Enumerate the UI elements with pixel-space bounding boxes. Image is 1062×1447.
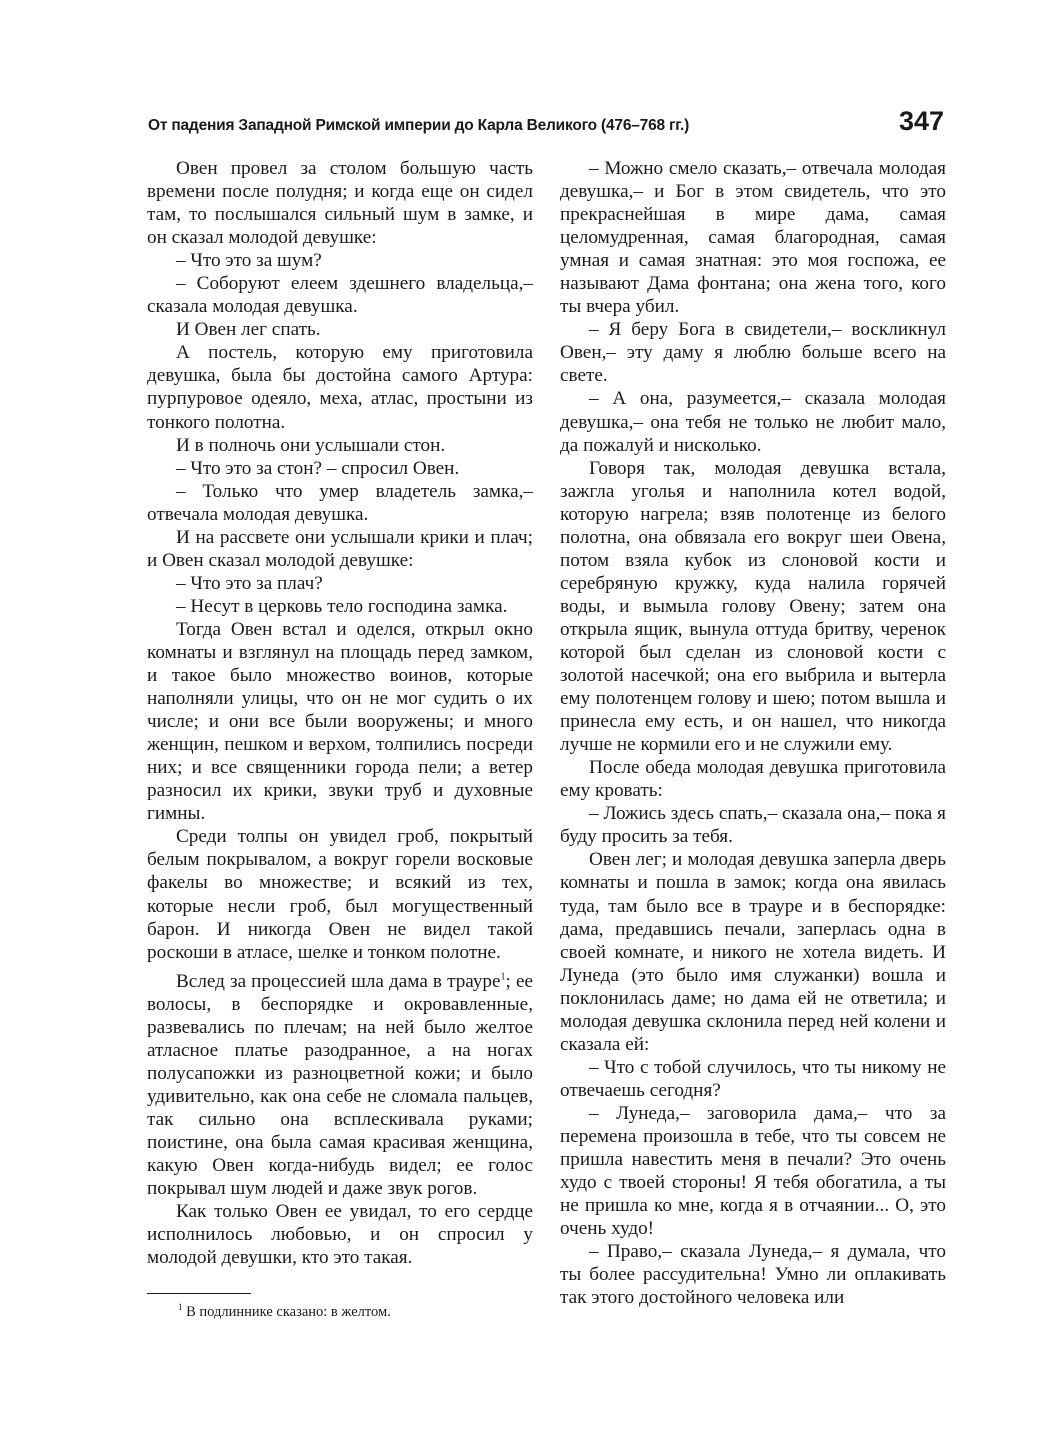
paragraph: И на рассвете они услышали крики и плач; и Овен сказал молодой девушке: bbox=[147, 526, 533, 571]
page-number: 347 bbox=[898, 106, 944, 136]
text-column-right bbox=[560, 157, 946, 1309]
paragraph: После обеда молодая девушка приготовила ему кровать: bbox=[560, 757, 946, 802]
paragraph: – Можно смело сказать,– отвечала молодая девушка,– и Бог в этом свидетель, что это прекраснейшая в мире дама, самая целомудренная, самая благородная, самая умная и самая знатная: это моя госпожа, ее называют Дама фонтана; она жена того, кого ты вчера убил. bbox=[560, 158, 946, 318]
text-column-left bbox=[147, 157, 533, 1269]
paragraph: – Что это за стон? – спросил Овен. bbox=[176, 457, 460, 479]
paragraph: Как только Овен ее увидал, то его сердце исполнилось любовью, и он спросил у молодой девушки, кто это такая. bbox=[147, 1201, 533, 1269]
paragraph-text: ; ее волосы, в беспорядке и окровавленные, развевались по плечам; на ней было желтое атласное платье разодранное, а на ногах полусапожки из разноцветной кожи; и было удивительно, как она себе не сломала пальцев, так сильно она всплескивала руками; поистине, она была самая красивая женщина, какую Овен когда-нибудь видел; ее голос покрывал шум людей и даже звук рогов. bbox=[147, 970, 533, 1200]
paragraph: – Я беру Бога в свидетели,– воскликнул Овен,– эту даму я люблю больше всего на свете. bbox=[560, 319, 946, 387]
footnote-marker: 1 bbox=[178, 1302, 183, 1313]
footnote-text: В подлиннике сказано: в желтом. bbox=[182, 1304, 391, 1320]
paragraph: – Ложись здесь спать,– сказала она,– пока я буду просить за тебя. bbox=[560, 803, 946, 848]
paragraph: Среди толпы он увидел гроб, покрытый белым покрывалом, а вокруг горели восковые факелы во множестве; и всякий из тех, которые несли гроб, был могущественный барон. И никогда Овен не видел такой роскоши в атласе, шелке и тонком полотне. bbox=[147, 826, 533, 963]
footnote-reference: 1 bbox=[500, 971, 506, 983]
paragraph: Овен провел за столом большую часть времени после полудня; и когда еще он сидел там, то послышался сильный шум в замке, и он сказал молодой девушке: bbox=[147, 158, 533, 249]
paragraph: Тогда Овен встал и оделся, открыл окно комнаты и взглянул на площадь перед замком, и такое было множество воинов, которые наполняли улицы, что он не мог судить о их числе; и они все были вооружены; и много женщин, пешком и верхом, толпились посреди них; и все священники города пели; а ветер разносил их крики, звуки труб и духовные гимны. bbox=[147, 618, 533, 825]
paragraph: – А она, разумеется,– сказала молодая девушка,– она тебя не только не любит мало, да пожалуй и нисколько. bbox=[560, 388, 946, 456]
paragraph-with-footnote bbox=[147, 970, 533, 1200]
paragraph-text: Вслед за процессией шла дама в трауре bbox=[176, 970, 501, 992]
paragraph: – Несут в церковь тело господина замка. bbox=[176, 595, 508, 617]
paragraph: Овен лег; и молодая девушка заперла дверь комнаты и пошла в замок; когда она явилась туда, там было все в трауре и в беспорядке: дама, предавшись печали, заперлась одна в своей комнате, и никого не хотела видеть. И Лунеда (это было имя служанки) вошла и поклонилась даме; но дама ей не ответила; и молодая девушка склонила перед ней колени и сказала ей: bbox=[560, 849, 946, 1055]
paragraph: – Право,– сказала Лунеда,– я думала, что ты более рассудительна! Умно ли оплакивать так этого достойного человека или bbox=[560, 1241, 946, 1309]
paragraph: – Соборуют елеем здешнего владельца,– сказала молодая девушка. bbox=[147, 273, 533, 318]
footnote-rule bbox=[147, 1293, 251, 1294]
paragraph: Говоря так, молодая девушка встала, зажгла уголья и наполнила котел водой, которую нагрела; взяв полотенце из белого полотна, она обвязала его вокруг шеи Овена, потом взяла кубок из слоновой кости и серебряную кружку, куда налила горячей воды, и вымыла голову Овену; затем она открыла ящик, вынула оттуда бритву, черенок которой был сделан из слоновой кости с золотой насечкой; она его выбрила и вытерла ему полотенцем голову и шею; потом вышла и принесла ему есть, и он нашел, что никогда лучше не кормили его и не служили ему. bbox=[560, 457, 946, 756]
footnote bbox=[178, 1304, 391, 1321]
running-title: От падения Западной Римской империи до Карла Великого (476–768 гг.) bbox=[148, 117, 690, 134]
paragraph: – Что это за плач? bbox=[176, 572, 323, 594]
paragraph: И в полночь они услышали стон. bbox=[176, 434, 446, 456]
paragraph: – Что с тобой случилось, что ты никому не отвечаешь сегодня? bbox=[560, 1056, 946, 1101]
paragraph: – Только что умер владетель замка,– отвечала молодая девушка. bbox=[147, 480, 533, 525]
paragraph: – Что это за шум? bbox=[176, 250, 322, 272]
paragraph: А постель, которую ему приготовила девушка, была бы достойна самого Артура: пурпуровое одеяло, меха, атлас, простыни из тонкого полотна. bbox=[147, 342, 533, 433]
paragraph: И Овен лег спать. bbox=[176, 319, 321, 341]
paragraph: – Лунеда,– заговорила дама,– что за перемена произошла в тебе, что ты совсем не пришла навестить меня в печали? Это очень худо с твоей стороны! Я тебя обогатила, а ты не пришла ко мне, когда я в отчаянии... О, это очень худо! bbox=[560, 1102, 946, 1240]
